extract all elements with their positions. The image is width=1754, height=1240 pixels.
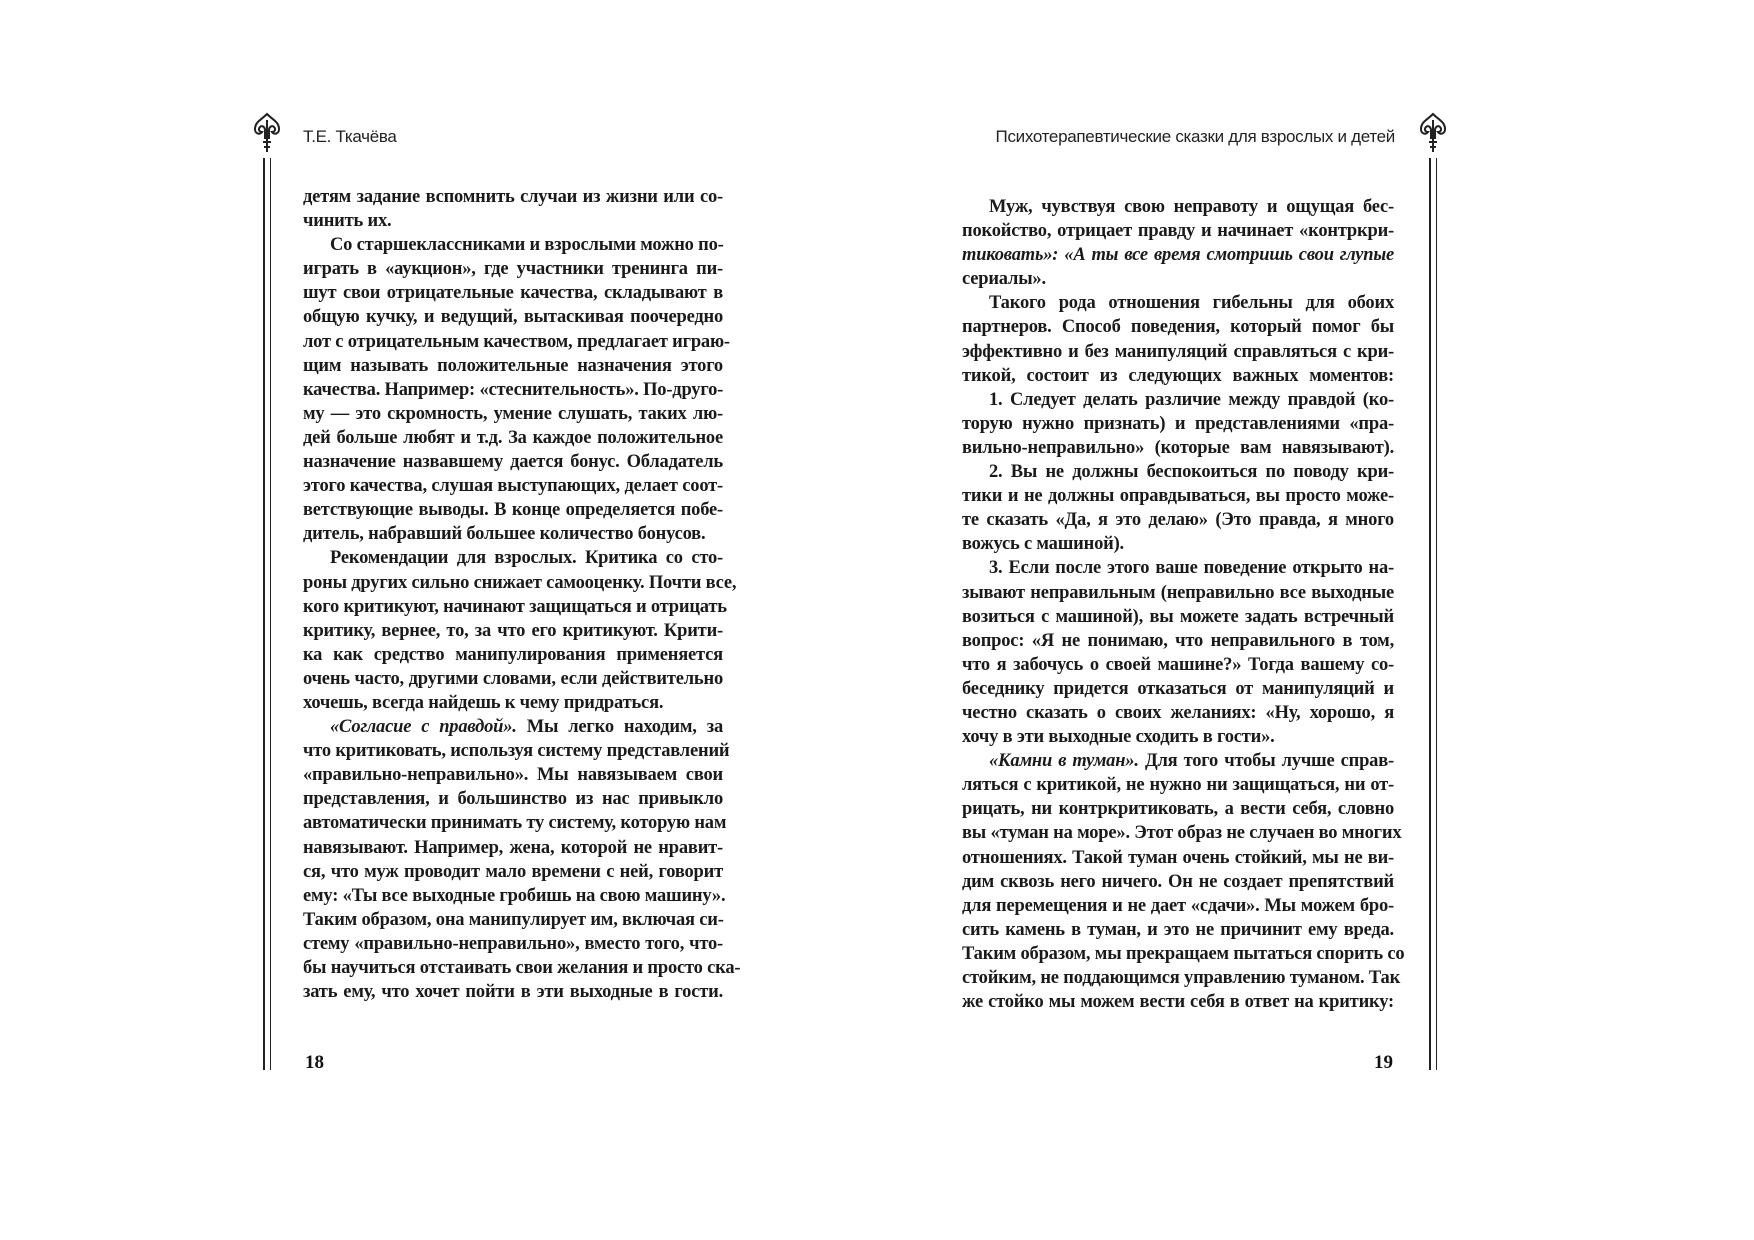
line-text: роны других сильно снижает самооценку. Почти все,	[303, 572, 737, 593]
line-text: возиться с машиной), вы можете задать встречный	[962, 606, 1394, 627]
page-number: 19	[1374, 1052, 1393, 1073]
line-text: сить камень в туман, и это не причинит ему вреда.	[962, 919, 1394, 940]
line-text: дим сквозь него ничего. Он не создает препятствий	[962, 871, 1394, 892]
text-line	[303, 932, 723, 956]
text-line	[962, 412, 1394, 436]
line-text: качества. Например: «стеснительность». По-друго-	[303, 379, 724, 400]
text-line	[303, 354, 723, 378]
line-text: общую кучку, и ведущий, вытаскивая поочередно	[303, 307, 723, 328]
paragraph	[962, 388, 1394, 460]
line-text: тиковать»: «А ты все время смотришь свои глупые	[962, 245, 1394, 266]
text-line	[303, 498, 723, 522]
line-text: же стойко мы можем вести себя в ответ на критику:	[962, 992, 1394, 1013]
line-text: щим называть положительные назначения этого	[303, 355, 723, 376]
text-line	[962, 749, 1394, 773]
text-line	[303, 522, 723, 546]
paragraph	[962, 749, 1405, 1014]
text-line	[962, 773, 1394, 797]
text-line	[303, 860, 723, 884]
line-text: ветствующие выводы. В конце определяется побе-	[303, 500, 723, 521]
text-line	[303, 884, 726, 908]
text-line	[962, 388, 1394, 412]
line-text: 2. Вы не должны беспокоиться по поводу кри-	[989, 462, 1394, 483]
line-text: навязывают. Например, жена, которой не нравит-	[303, 837, 723, 858]
text-line	[303, 233, 723, 257]
line-text: 1. Следует делать различие между правдой (ко-	[989, 389, 1394, 410]
line-text: бы научиться отстаивать свои желания и просто ска-	[303, 958, 741, 978]
text-line	[962, 267, 1394, 291]
running-head-title: Психотерапевтические сказки для взрослых и детей	[995, 127, 1395, 146]
line-text: «правильно-неправильно». Мы навязываем свои	[303, 765, 723, 786]
paragraph-lead: Рекомендации для взрослых.	[330, 548, 577, 569]
line-text: Для того чтобы лучше справ-	[1138, 751, 1394, 772]
line-text: Мы легко находим, за	[516, 717, 723, 738]
line-text: зать ему, что хочет пойти в эти выходные в гости.	[303, 982, 723, 1003]
text-line	[962, 195, 1394, 219]
line-text: зывают неправильным (неправильно все выходные	[962, 582, 1394, 603]
line-text: играть в «аукцион», где участники тренинга пи-	[303, 259, 723, 280]
line-text: стему «правильно-неправильно», вместо того, что-	[303, 933, 723, 954]
line-text: те сказать «Да, я это делаю» (Это правда, я много	[962, 510, 1394, 531]
line-text: беседнику придется отказаться от манипуляций и	[962, 678, 1394, 699]
line-text: Такого рода отношения гибельны для обоих	[989, 293, 1394, 314]
text-line	[303, 763, 723, 787]
ornament-icon	[1418, 112, 1448, 156]
text-line	[962, 701, 1394, 725]
decorative-rule	[263, 158, 271, 1070]
text-line	[962, 605, 1394, 629]
line-text: ся, что муж проводит мало времени с ней, говорит	[303, 861, 723, 882]
paragraph	[962, 460, 1394, 556]
text-line	[303, 595, 727, 619]
text-line	[962, 677, 1394, 701]
line-text: этого качества, слушая выступающих, делает соот-	[303, 476, 723, 497]
text-line	[303, 426, 723, 450]
text-line	[962, 532, 1394, 556]
line-text: назначение назвавшему дается бонус. Обладатель	[303, 452, 723, 473]
line-text: покойство, отрицает правду и начинает «контркри-	[962, 221, 1394, 242]
paragraph	[962, 291, 1394, 387]
decorative-rule	[1429, 158, 1437, 1070]
line-text: тикой, состоит из следующих важных моментов:	[962, 365, 1394, 386]
text-line	[962, 870, 1394, 894]
text-line	[303, 667, 723, 691]
text-line	[303, 787, 723, 811]
text-line	[303, 450, 723, 474]
text-line	[962, 581, 1394, 605]
line-text: вожусь с машиной).	[962, 534, 1124, 555]
line-text: лот с отрицательным качеством, предлагает играю-	[303, 331, 730, 352]
line-text: отношениях. Такой туман очень стойкий, мы не ви-	[962, 847, 1394, 868]
text-line	[303, 619, 723, 643]
line-text: чинить их.	[303, 211, 392, 232]
paragraph-lead: «Согласие с правдой».	[330, 717, 517, 738]
line-text: партнеров. Способ поведения, который помог бы	[962, 317, 1394, 338]
text-line	[962, 340, 1394, 364]
text-line	[962, 821, 1402, 845]
text-line	[962, 436, 1394, 460]
text-line	[303, 474, 723, 498]
line-text: Муж, чувствуя свою неправоту и ощущая бес-	[989, 197, 1394, 217]
text-line	[962, 460, 1394, 484]
text-line	[962, 508, 1394, 532]
text-line	[303, 643, 723, 667]
line-text: ему: «Ты все выходные гробишь на свою машину».	[303, 885, 726, 906]
line-text: шут свои отрицательные качества, складывают в	[303, 283, 723, 304]
text-line	[962, 219, 1394, 243]
text-line	[303, 691, 723, 715]
text-line	[303, 209, 723, 233]
line-text: хочешь, всегда найдешь к чему придраться.	[303, 692, 664, 713]
right-page	[877, 0, 1754, 1240]
paragraph	[303, 546, 737, 715]
line-text: честно сказать о своих желаниях: «Ну, хорошо, я	[962, 702, 1394, 723]
line-text: вильно-неправильно» (которые вам навязывают).	[962, 437, 1394, 458]
line-text: сериалы».	[962, 269, 1046, 290]
paragraph	[303, 233, 730, 546]
page-body-text	[303, 185, 741, 1004]
text-line	[303, 281, 723, 305]
line-text: автоматически принимать ту систему, которую нам	[303, 813, 727, 834]
line-text: эффективно и без манипуляций справляться с кри-	[962, 341, 1394, 362]
line-text: кого критикуют, начинают защищаться и отрицать	[303, 596, 727, 617]
paragraph	[303, 715, 741, 1004]
line-text: для перемещения и не дает «сдачи». Мы можем бро-	[962, 895, 1394, 916]
text-line	[303, 715, 723, 739]
text-line	[303, 956, 741, 980]
text-line	[962, 918, 1394, 942]
text-line	[303, 305, 723, 329]
text-line	[303, 402, 723, 426]
text-line	[962, 797, 1394, 821]
text-line	[962, 484, 1394, 508]
line-text: Критика со сто-	[576, 548, 723, 569]
text-line	[303, 546, 723, 570]
running-head-author: Т.Е. Ткачёва	[303, 127, 397, 146]
line-text: рицать, ни контркритиковать, а вести себя, словно	[962, 799, 1394, 820]
text-line	[962, 942, 1405, 966]
paragraph-lead: «Камни в туман».	[989, 751, 1139, 772]
text-line	[303, 836, 723, 860]
text-line	[303, 185, 723, 209]
text-line	[303, 330, 730, 354]
text-line	[303, 257, 723, 281]
page-body-text	[962, 195, 1405, 1014]
text-line	[303, 811, 727, 835]
line-text: детям задание вспомнить случаи из жизни или со-	[303, 187, 723, 207]
line-text: что критиковать, используя систему представлений	[303, 741, 730, 762]
text-line	[962, 629, 1394, 653]
text-line	[962, 966, 1401, 990]
paragraph	[303, 185, 723, 233]
text-line	[962, 364, 1394, 388]
line-text: вопрос: «Я не понимаю, что неправильного в том,	[962, 630, 1394, 651]
text-line	[962, 894, 1394, 918]
text-line	[303, 908, 723, 932]
text-line	[962, 556, 1394, 580]
text-line	[962, 653, 1394, 677]
text-line	[962, 846, 1394, 870]
line-text: 3. Если после этого ваше поведение открыто на-	[989, 558, 1394, 579]
text-line	[962, 725, 1394, 749]
line-text: му — это скромность, умение слушать, таких лю-	[303, 403, 723, 424]
line-text: тики и не должны оправдываться, вы просто може-	[962, 486, 1394, 507]
line-text: представления, и большинство из нас привыкло	[303, 789, 723, 810]
page-number: 18	[305, 1052, 324, 1073]
text-line	[962, 291, 1394, 315]
ornament-icon	[252, 112, 282, 156]
line-text: торую нужно признать) и представлениями «пра-	[962, 413, 1394, 434]
line-text: ка как средство манипулирования применяется	[303, 644, 723, 665]
text-line	[303, 980, 723, 1004]
text-line	[303, 571, 737, 595]
line-text: ляться с критикой, не нужно ни защищаться, ни от-	[962, 775, 1394, 796]
paragraph	[962, 195, 1394, 291]
text-line	[303, 739, 730, 763]
text-line	[962, 990, 1394, 1014]
line-text: хочу в эти выходные сходить в гости».	[962, 727, 1275, 748]
line-text: очень часто, другими словами, если действительно	[303, 668, 723, 689]
text-line	[303, 378, 723, 402]
text-line	[962, 315, 1394, 339]
line-text: дитель, набравший большее количество бонусов.	[303, 524, 706, 545]
paragraph	[962, 556, 1394, 749]
line-text: критику, вернее, то, за что его критикуют. Крити-	[303, 620, 723, 641]
line-text: Со старшеклассниками и взрослыми можно по-	[330, 235, 724, 256]
line-text: стойким, не поддающимся управлению туманом. Так	[962, 968, 1401, 988]
text-line	[962, 243, 1394, 267]
line-text: Таким образом, мы прекращаем пытаться спорить со	[962, 943, 1405, 964]
line-text: Таким образом, она манипулирует им, включая си-	[303, 909, 724, 930]
line-text: что я забочусь о своей машине?» Тогда вашему со-	[962, 654, 1394, 675]
line-text: дей больше любят и т.д. За каждое положительное	[303, 427, 723, 448]
line-text: вы «туман на море». Этот образ не случаен во многих	[962, 823, 1402, 844]
